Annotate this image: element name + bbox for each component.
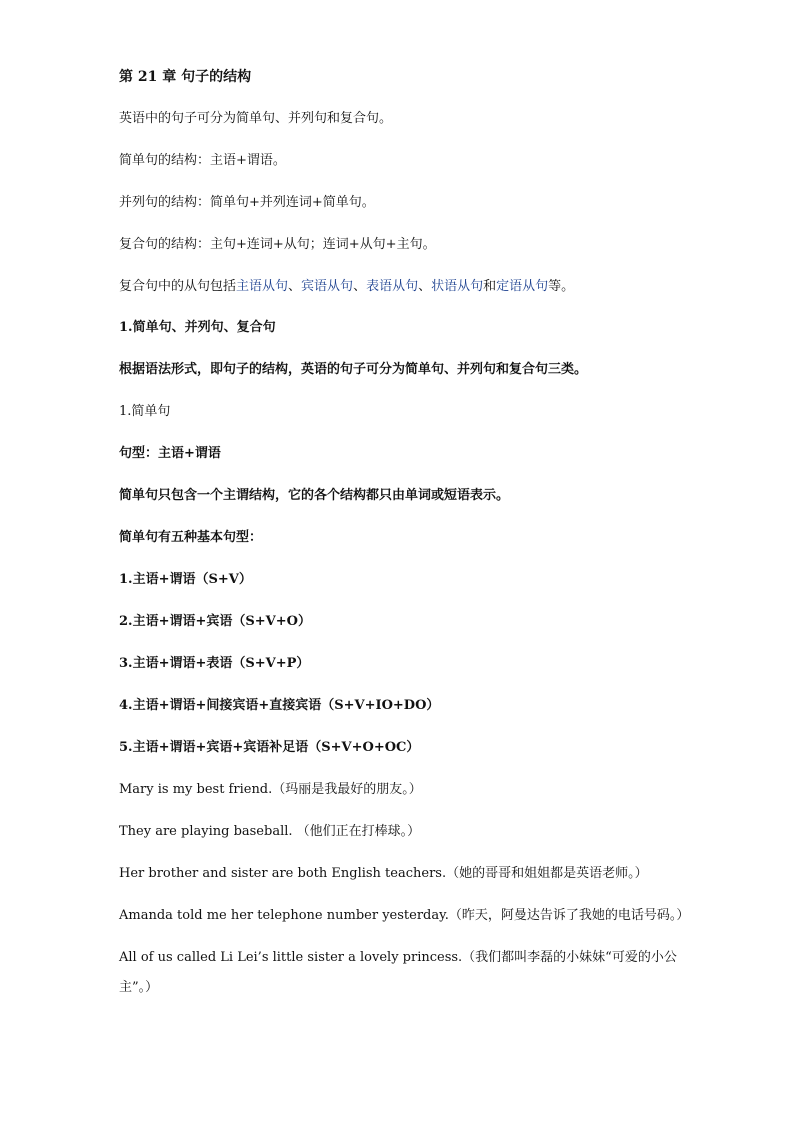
separator: 、 bbox=[288, 279, 302, 294]
example-sentence: Amanda told me her telephone number yesterday.（昨天，阿曼达告诉了我她的电话号码。） bbox=[119, 908, 690, 923]
conjunction: 和 bbox=[483, 279, 497, 294]
clause-list-suffix: 等。 bbox=[548, 279, 575, 294]
link-subject-clause[interactable]: 主语从句 bbox=[236, 279, 289, 294]
link-adverbial-clause[interactable]: 状语从句 bbox=[431, 279, 484, 294]
simple-sentence-note: 简单句只包含一个主谓结构，它的各个结构都只由单词或短语表示。 bbox=[119, 488, 510, 503]
intro-paragraph-5 bbox=[119, 277, 679, 297]
chapter-title: 第 21 章 句子的结构 bbox=[119, 69, 252, 85]
example-sentence: Her brother and sister are both English teachers.（她的哥哥和姐姐都是英语老师。） bbox=[119, 866, 648, 881]
intro-paragraph-4: 复合句的结构：主句+连词+从句；连词+从句+主句。 bbox=[119, 237, 436, 252]
clause-list-prefix: 复合句中的从句包括 bbox=[119, 279, 237, 294]
example-sentence: They are playing baseball. （他们正在打棒球。） bbox=[119, 824, 421, 839]
example-sentence: All of us called Li Lei’s little sister a lovely princess.（我们都叫李磊的小妹妹“可爱的小公 bbox=[119, 950, 677, 965]
intro-paragraph-1: 英语中的句子可分为简单句、并列句和复合句。 bbox=[119, 111, 393, 126]
intro-paragraph-2: 简单句的结构：主语+谓语。 bbox=[119, 153, 286, 168]
separator: 、 bbox=[353, 279, 367, 294]
example-sentence: Mary is my best friend.（玛丽是我最好的朋友。） bbox=[119, 782, 422, 797]
sentence-type-item: 2.主语+谓语+宾语（S+V+O） bbox=[119, 614, 311, 629]
intro-paragraph-3: 并列句的结构：简单句+并列连词+简单句。 bbox=[119, 195, 375, 210]
sentence-type-item: 4.主语+谓语+间接宾语+直接宾语（S+V+IO+DO） bbox=[119, 698, 440, 713]
section-heading: 1.简单句、并列句、复合句 bbox=[119, 320, 276, 335]
section-description: 根据语法形式，即句子的结构，英语的句子可分为简单句、并列句和复合句三类。 bbox=[119, 362, 588, 377]
sentence-type-item: 1.主语+谓语（S+V） bbox=[119, 572, 252, 587]
link-attributive-clause[interactable]: 定语从句 bbox=[496, 279, 549, 294]
sentence-type-item: 3.主语+谓语+表语（S+V+P） bbox=[119, 656, 310, 671]
separator: 、 bbox=[418, 279, 432, 294]
sentence-pattern: 句型：主语+谓语 bbox=[119, 446, 221, 461]
sentence-types-intro: 简单句有五种基本句型： bbox=[119, 530, 263, 545]
subsection-heading: 1.简单句 bbox=[119, 404, 171, 419]
link-predicative-clause[interactable]: 表语从句 bbox=[366, 279, 419, 294]
example-sentence-continuation: 主”。） bbox=[119, 980, 159, 995]
link-object-clause[interactable]: 宾语从句 bbox=[301, 279, 354, 294]
sentence-type-item: 5.主语+谓语+宾语+宾语补足语（S+V+O+OC） bbox=[119, 740, 420, 755]
